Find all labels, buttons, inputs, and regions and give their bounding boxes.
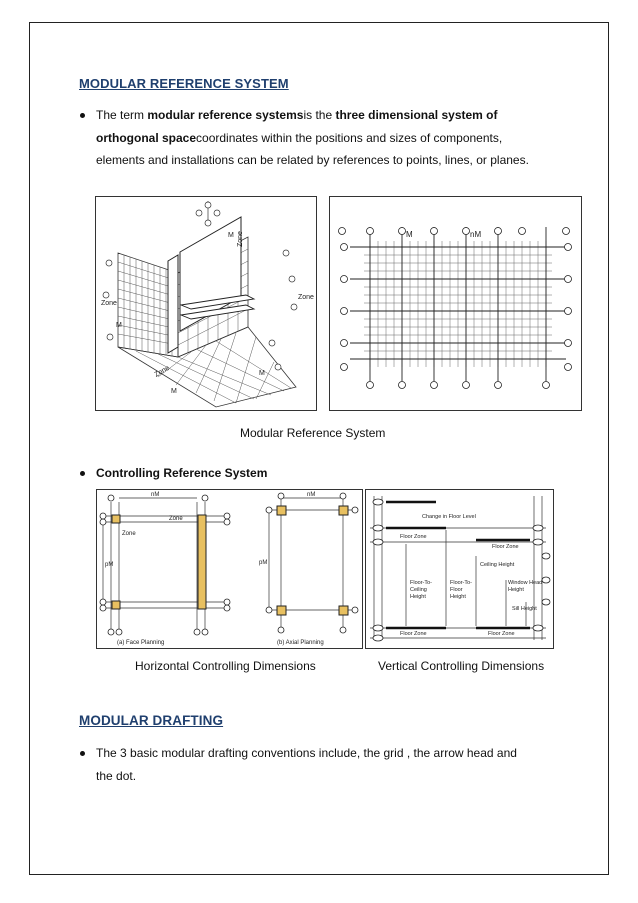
label-zone-bottom: Zone: [153, 364, 171, 379]
figure-caption-modular-reference-system: Modular Reference System: [240, 426, 386, 440]
caption-face-planning: (a) Face Planning: [117, 640, 165, 646]
caption-axial-planning: (b) Axial Planning: [277, 640, 324, 646]
figure-horizontal-controlling-dimensions: [96, 489, 363, 649]
paragraph-line-1: The 3 basic modular drafting conventions include, the grid , the arrow head and: [96, 746, 517, 760]
label-floor-zone-1: Floor Zone: [400, 534, 427, 540]
label-zone-a2: Zone: [122, 531, 136, 537]
paragraph-line-3: elements and installations can be related by references to points, lines, or planes.: [96, 153, 529, 167]
label-zone-a: Zone: [169, 516, 183, 522]
label-nm-b: nM: [307, 492, 316, 498]
paragraph-line-2: [96, 127, 529, 150]
planar-grid-drawing: [330, 197, 581, 410]
figure-planar-reference-grid: [329, 196, 582, 411]
paragraph-line-2: the dot.: [96, 768, 137, 783]
label-m-top: M: [228, 232, 234, 239]
bullet-dot: [80, 471, 85, 476]
bullet-controlling-reference-system: Controlling Reference System: [96, 466, 268, 480]
label-f2c-2: Ceiling: [410, 587, 427, 593]
label-zone-right: Zone: [298, 294, 314, 301]
label-zone-vertical: Zone: [237, 231, 244, 247]
bold-term: modular reference systems: [147, 108, 304, 122]
label-m-right: M: [259, 370, 265, 377]
text-run: is the: [303, 108, 336, 122]
paragraph-line-1: [96, 104, 529, 127]
label-m-bottom: M: [171, 388, 177, 395]
label-m: M: [406, 230, 413, 239]
label-f2c-3: Height: [410, 594, 426, 600]
section-heading-modular-reference-system: MODULAR REFERENCE SYSTEM: [79, 76, 289, 91]
label-window-head-1: Window Head: [508, 580, 543, 586]
label-pm-b: pM: [259, 560, 268, 566]
bullet-dot: [80, 751, 85, 756]
label-f2c-1: Floor-To-: [410, 580, 433, 586]
label-change-in-floor-level: Change in Floor Level: [422, 514, 476, 520]
label-f2f-2: Floor: [450, 587, 463, 593]
bullet-dot: [80, 113, 85, 118]
label-window-head-2: Height: [508, 587, 524, 593]
vertical-dimensions-drawing: [366, 490, 553, 648]
paragraph-modular-reference: [96, 104, 529, 172]
label-f2f-3: Height: [450, 594, 466, 600]
horizontal-dimensions-drawing: [97, 490, 362, 648]
label-m-left: M: [116, 322, 122, 329]
paragraph-modular-drafting: [96, 742, 517, 787]
label-floor-zone-4: Floor Zone: [488, 631, 515, 637]
label-nm: nM: [470, 230, 482, 239]
section-heading-modular-drafting: MODULAR DRAFTING: [79, 713, 224, 728]
label-ceiling-height: Ceiling Height: [480, 562, 515, 568]
bold-term: three dimensional system of: [335, 108, 498, 122]
3d-grid-drawing: [96, 197, 316, 410]
label-pm-a: pM: [105, 562, 114, 568]
text-run: coordinates within the positions and sizes of components,: [196, 130, 503, 145]
bold-term: orthogonal space: [96, 130, 197, 145]
label-floor-zone-3: Floor Zone: [400, 631, 427, 637]
label-floor-zone-2: Floor Zone: [492, 544, 519, 550]
label-nm-a: nM: [151, 492, 160, 498]
caption-horizontal-controlling-dimensions: Horizontal Controlling Dimensions: [135, 659, 316, 673]
figure-vertical-controlling-dimensions: [365, 489, 554, 649]
figure-3d-reference-grid: [95, 196, 317, 411]
label-zone-left: Zone: [101, 300, 117, 307]
label-f2f-1: Floor-To-: [450, 580, 473, 586]
label-sill-height: Sill Height: [512, 606, 537, 612]
caption-vertical-controlling-dimensions: Vertical Controlling Dimensions: [378, 659, 545, 673]
text-run: The term: [96, 108, 148, 122]
